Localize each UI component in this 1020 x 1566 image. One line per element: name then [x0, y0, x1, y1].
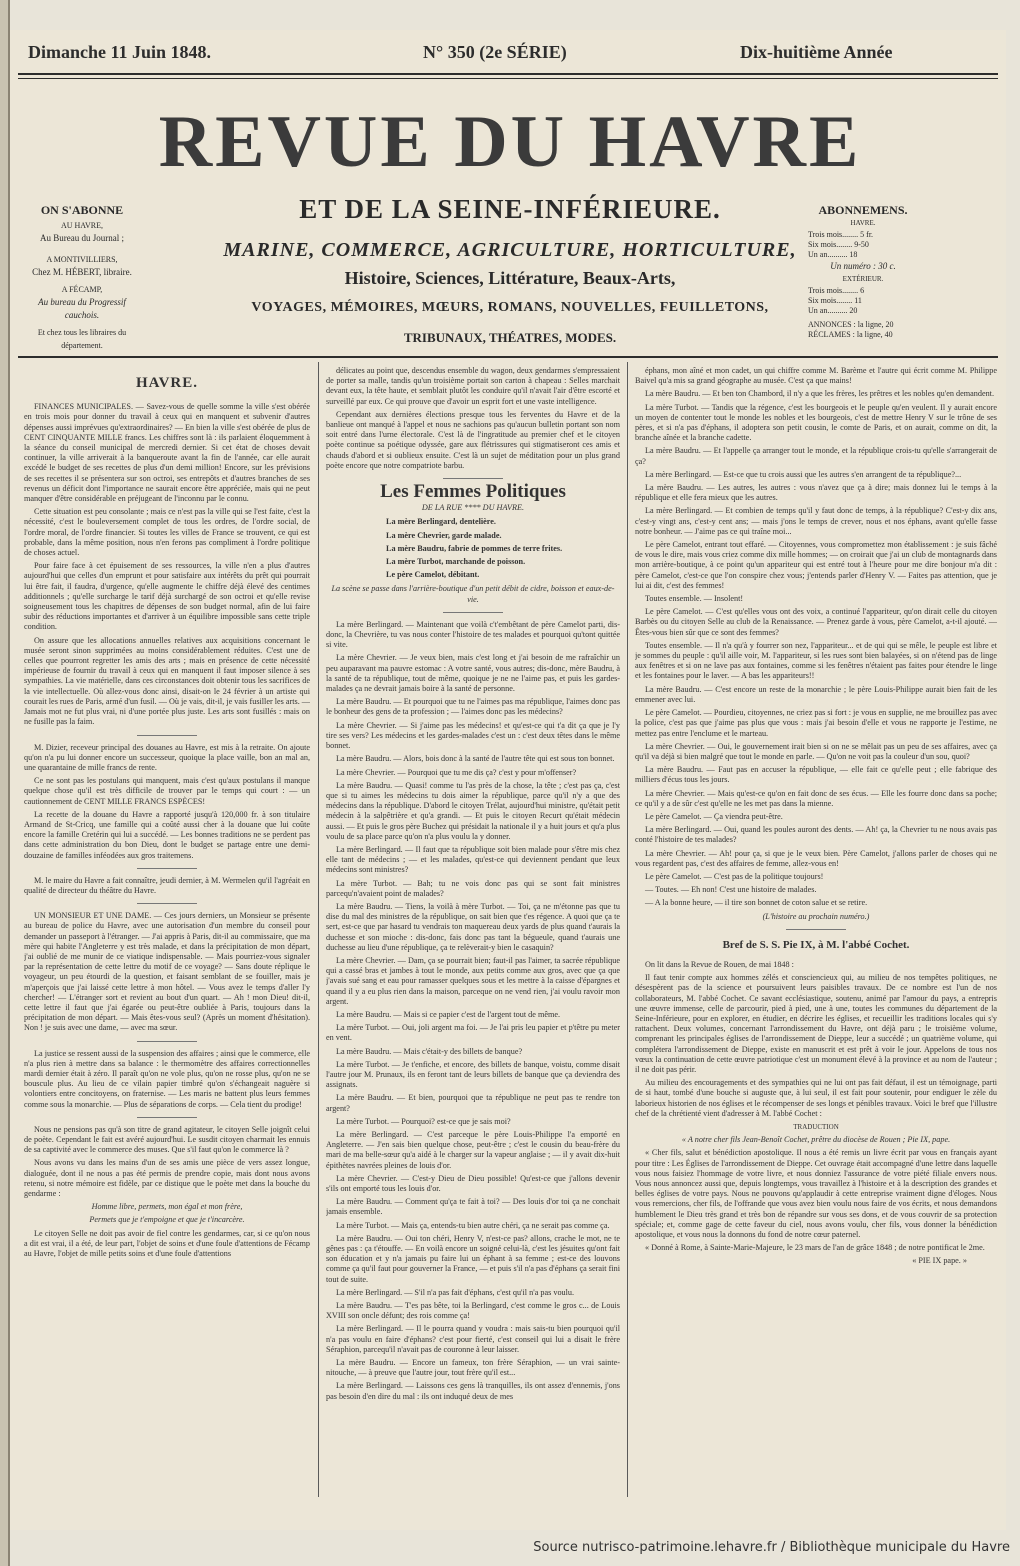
article-paragraph: M. le maire du Havre a fait connaître, jeudi dernier, à M. Wermelen qu'il l'agréait en qualité de directeur du théâtre du Havre. — [24, 875, 310, 895]
rates-havre-label: HAVRE. — [850, 219, 876, 227]
article-paragraph: FINANCES MUNICIPALES. — Savez-vous de quelle somme la ville s'est obérée en trois mois pour donner du travail à ceux qui en manquent et subvenir d'autres dépenses aussi imprévues qu'extraordinaires? — En bien la ville s'est obérée de plus de CENT CINQUANTE MILLE francs. Les chiffres sont là : ils parlaient éloquemment à la séance du conseil municipal de mercredi dernier. Si cet état de choses devait continuer, la ville arriverait à la banqueroute avant la fin de l'année, car elle aurait excédé le budget de ses recettes de plus d'un demi million! Encore, sur les prévisions de ses recettes il se présentera sur son octroi, ses entrepôts et d'autres branches de ses revenus un déficit dont l'importance ne saurait encore être appréciée, mais qui ne peut manquer d'être considérable en préjugeant de l'inconnu par le connu. — [24, 402, 310, 504]
dialogue-line: La mère Chevrier. — Si j'aime pas les médecins! et qu'est-ce qui t'a dit ça que je l'y tire ses vers? Les médecins et les gardes-malades c'est un : c'est deux têtes dans le même bonnet. — [326, 720, 620, 751]
article-paragraph: « Cher fils, salut et bénédiction apostolique. Il nous a été remis un livre écrit par vous en français ayant pour titre : Les Églises de l'arrondissement de Dieppe. Cet ouvrage était accompagné d'une lettre dans laquelle vous nous faisiez l'hommage de votre livre, et nous donniez l'assurance de votre piété filiale envers nous. Vous nous annoncez aussi que, depuis longtemps, vous travaillez à l'histoire et à la description des grandes et belles églises de votre pays. Nous ne pouvons qu'applaudir à cette entreprise vraiment digne d'éloges. Nous vous remercions, cher fils, de l'offrande que vous avez bien voulu nous faire de vos écrits, et nous demandons humblement le Dieu très grand et très bon de répandre sur vous ses dons, et de vous couvrir de sa protection spéciale; et, comme gage de cette faveur du ciel, nous avons voulu, cher fils, vous donner la bénédiction apostolique, et vous nous la donnons du fond de notre cœur paternel. — [635, 1148, 997, 1240]
dialogue-line: La mère Berlingard. — Laissons ces gens là tranquilles, ils ont assez d'ennemis, j'ons pas besoin d'en dire du mal : ils ont induqué deux de mes — [326, 1381, 620, 1401]
dialogue-line: éphans, mon aîné et mon cadet, un qui chiffre comme M. Barème et l'autre qui écrit comme M. Philippe Baivel qu'a mis sa grand géographe au musée. C'est ça que mains! — [635, 366, 997, 386]
dialogue-line: La mère Baudru. — Et ben ton Chambord, il n'y a que les frères, les prêtres et les nobles qu'en demandent. — [645, 389, 994, 399]
issue-year: Dix-huitième Année — [740, 42, 893, 62]
rates-ext-label: EXTÉRIEUR. — [842, 275, 884, 283]
column-rule — [627, 362, 628, 1497]
subscribe-line: Et chez tous les libraires du département. — [37, 328, 127, 350]
dialogue-line: La mère Berlingard. — Est-ce que tu crois aussi que les autres s'en arrangent de ta république?... — [645, 469, 962, 479]
translation-label: TRADUCTION — [793, 1123, 839, 1131]
dialogue-line: La mère Turbot. — Mais ça, entends-tu bien autre chéri, ça ne serait pas comme ça. — [336, 1220, 610, 1230]
header-rule-thin — [18, 78, 998, 79]
dialogue-line: La mère Chevrier. — Ah! pour ça, si que je le veux bien. Père Camelot, j'allons parler de choses qui ne vous regardent pas, c'est des affaires de femme, allez-vous en! — [635, 848, 997, 868]
dialogue-line: La mère Baudru. — Et l'appelle ça arranger tout le monde, et la république crois-tu qu'elle s'arrangerait de ça? — [635, 446, 997, 466]
dialogue-line: La mère Chevrier. — Pourquoi que tu me dis ça? c'est y pour m'offenser? — [336, 767, 577, 777]
separator — [443, 478, 503, 479]
dialogue-line: La mère Berlingard. — Et combien de temps qu'il y faut donc de temps, à la république? C'est-y dix ans, c'est-y vingt ans, c'est-y cent ans; — mais j'ons le temps de crever, nous et nos éphans, avant qu'elle fasse notre bonheur. — J'aime pas ce qui traîne moi... — [635, 506, 997, 536]
dialogue-line: Le père Camelot. — Ça viendra peut-être. — [645, 811, 783, 821]
dialogue-line: La mère Chevrier. — Oui, le gouvernement irait bien si on ne se mêlait pas un peu de ses affaires, avec ça qu'il va déjà si bien malgré que tout le monde en parle. — Qu'on ne voit pas la couleur d'un sou, quoi? — [635, 741, 997, 761]
brief-address: « A notre cher fils Jean-Benoît Cochet, prêtre du diocèse de Rouen ; Pie IX, pape. — [681, 1135, 951, 1145]
separator — [137, 868, 197, 869]
subscribe-right — [808, 204, 918, 340]
dialogue-line: Le père Camelot. — C'est qu'elles vous ont des voix, a continué l'appariteur, qu'on dirait celle du citoyen Barbès ou du citoyen Selle au club de la Renaissance. — Prenez garde à vous, père Camelot, a-t-il ajouté. — Êtes-vous bien sûr que ce sont des femmes? — [635, 607, 997, 637]
rate-line: Six mois........ 11 — [808, 296, 862, 305]
article-paragraph: On assure que les allocations annuelles relatives aux acquisitions concernant le musée seront sinon supprimées au moins considérablement réduites. C'est une de celles que pourront regretter les amis des arts ; mais en présence de cette nécessité impérieuse de fournir du travail à ceux qui en manquent il faut imposer silence à ses sympathies. La vie matérielle, dans ces circonstances doit obtenir tous les sacrifices de la vie intellectuelle. Où allez-vous donc ainsi, disait-on le 24 février à un artiste qui courait les rues de Paris, armé d'un fusil. — Où je vais, dit-il, je vais fusiller les arts. — Jamais mot ne fut plus vrai, ni d'une portée plus juste. Les arts sont fusillés : mais on ne fusille pas la faim. — [24, 635, 310, 727]
dialogue-line: La mère Baudru. — Comment qu'ça te fait à toi? — Des louis d'or toi ça ne conchait jamais ensemble. — [326, 1197, 620, 1217]
dialogue-line: La mère Berlingard. — C'est parceque le père Louis-Philippe l'a emporté en Angleterre. — J'en sais bien quelque chose, peut-être ; c'est le cousin du beau-frère du mari de ma belle-sœur qu'a aidé à le charger sur la vapeur anglaise ; — il y avait dix-huit épithètes navrées pleines de louis d'or. — [326, 1130, 620, 1170]
dialogue-line: La mère Turbot. — Oui, joli argent ma foi. — Je l'ai pris leu papier et p'têtre pu meter en vent. — [326, 1023, 620, 1043]
dateline — [10, 40, 1006, 70]
subscribe-left-title: ON S'ABONNE — [40, 203, 124, 217]
verse-line: Permets que je t'empoigne et que je t'incarcère. — [89, 1215, 245, 1225]
signature: « PIE IX pape. » — [912, 1256, 967, 1266]
ads-rate: ANNONCES : la ligne, 20 — [808, 320, 894, 329]
subscribe-line: AU HAVRE, — [60, 221, 104, 230]
column-2 — [326, 366, 620, 1498]
article-paragraph: On lit dans la Revue de Rouen, de mai 1848 : — [645, 959, 794, 969]
masthead-title: REVUE DU HAVRE — [158, 101, 862, 183]
article-paragraph: délicates au point que, descendus ensemble du wagon, deux gendarmes s'empressaient de porter sa malle, tandis qu'un troisième portait son carton à chapeau : Selles marchait devant eux, la tête haute, et semblait plutôt les conduire qu'il n'avait l'air d'être escorté et surveillé par eux. Ce qui prouve que d'avoir un esprit fort et une vaste intelligence. — [326, 366, 620, 406]
article-paragraph: La recette de la douane du Havre a rapporté jusqu'à 120,000 fr. à son titulaire Armand de St-Cricq, une famille qui a coûté aussi cher à la douane que lui coûte encore la famille Cretérin qui lui a succédé. — Les bonnes traditions ne se perdent pas dans cette administration du bon Dieu, dont le budget se partage entre une demi-douzaine de familles inféodées aux gros traitemens. — [24, 809, 310, 860]
article-paragraph: Nous avons vu dans les mains d'un de ses amis une pièce de vers assez longue, dialoguée, dont il ne nous a pas été permis de prendre copie, mais dont nous avons retenu, si notre mémoire est fidèle, par ce distique que le poète met dans la bouche du gendarme : — [24, 1158, 310, 1199]
article-paragraph: Il faut tenir compte aux hommes zélés et consciencieux qui, au milieu de nos tempêtes politiques, ne désespèrent pas de la science et poursuivent leurs paisibles travaux. De ce nombre est l'un de nos collaborateurs, M. l'abbé Cochet. Ce savant ecclésiastique, soutenu, animé par l'amour du pays, a entrepris une œuvre immense, celle de parcourir, pied à pied, une à une, toutes les communes du département de la Seine-Inférieure, pour en explorer, en étudier, en décrire les églises, et recueillir les traditions locales qui s'y rattachent. Deux volumes, concernant l'arrondissement du Havre, ont déjà paru ; le troisième volume, comprenant les principales églises de l'arrondissement de Dieppe, leur a succédé ; un quatrième volume, qui complétera l'arrondissement de Dieppe, existe en manuscrit et est prêt à voir le jour. Appelons de tous nos vœux la continuation de cette œuvre patriotique c'est un monument élevé à la province et au nom de l'auteur ; il ne doit pas périr. — [635, 973, 997, 1074]
dialogue-line: La mère Berlingard. — Maintenant que voilà c't'embêtant de père Camelot parti, dis-donc, la Chevrière, tu vas nous conter l'histoire de tes malades et pourquoi qu'tont quittée si vite. — [326, 619, 620, 650]
issue-date: Dimanche 11 Juin 1848. — [28, 42, 212, 62]
dialogue-line: La mère Chevrier. — Dam, ça se pourrait bien; faut-il pas l'aimer, ta sacrée république qui a cassé bras et jambes à tout le monde, aux petits comme aux gros, avec que ça que j'avais sué sang et eau pour ramasser quelques sous et les mettre à la caisse d'épargnes et quand il y a eu plus rien dans la maison, parceque on ne vend rien, j'ai voulu ravoir mon argent. — [326, 955, 620, 1006]
section-heading: HAVRE. — [136, 375, 198, 391]
dialogue-line: La mère Turbot. — Bah; tu ne vois donc pas qui se sont fait ministres parcequ'n'avaient point de malades? — [326, 878, 620, 898]
binding-gutter — [0, 0, 10, 1566]
rate-line: Six mois........ 9-50 — [808, 240, 869, 249]
dialogue-line: La mère Berlingard. — S'il n'a pas fait d'éphans, c'est qu'il n'a pas voulu. — [336, 1287, 575, 1297]
separator — [137, 1041, 197, 1042]
separator — [137, 735, 197, 736]
column-1 — [24, 366, 310, 1498]
cast-member: La mère Baudru, fabrie de pommes de terre frites. — [386, 543, 563, 553]
dialogue-line: La mère Chevrier. — Je veux bien, mais c'est long et j'ai besoin de me rafraîchir un peu auparavant ma pauvre estomac : A votre santé, vous autres; dis-donc, mère Baudru, à la santé de ta république, tout de même, quoique je ne ne l'aime pas, et puis les gardes-malades ça ne devrait jamais boire à la santé de personne. — [326, 653, 620, 694]
dialogue-line: La mère Chevrier. — Mais qu'est-ce qu'on en fait donc de ses écus. — Elle les fourre donc dans sa poche; ce qu'il y a de sûr c'est qu'elle ne les met pas dans la mienne. — [635, 788, 997, 808]
feuilleton-title: Les Femmes Politiques — [380, 481, 566, 503]
cast-member: Le père Camelot, débitant. — [386, 570, 480, 580]
rates-title: ABONNEMENS. — [818, 203, 908, 217]
dialogue-line: Le père Camelot, entrant tout effaré. — Citoyennes, vous compromettez mon établissement : je suis fâché de vous le dire, mais vous criez comme dix mille hommes; — on croirait que j'ai un club de montagnards dans mon arrière-boutique, à ce point qu'un appariteur qui est entré tout à l'heure pour me dire bonjour m'a dit : père Camelot, c'est-ce que l'on conspire chez vous; j'entends parler d'Henry V. — Faites pas attention, que je lui ai dit, c'est des femmes! — [635, 540, 997, 590]
rubric-line-2: Histoire, Sciences, Littérature, Beaux-Arts, — [344, 268, 676, 288]
feuilleton-subtitle: DE LA RUE **** DU HAVRE. — [421, 503, 525, 513]
dialogue-line: La mère Baudru. — Et pourquoi que tu ne l'aimes pas ma république, l'aimes donc pas le bonheur des gens de ta profession ; — l'aimes donc pas les médecins? — [326, 697, 620, 717]
dialogue-line: La mère Berlingard. — Il faut que ta république soit bien malade pour s'être mis chez elle tant de médecins ; — et les malades, qu'est-ce qui deviennent pendant que leux médecins sont ministres? — [326, 844, 620, 875]
subscribe-left — [22, 204, 142, 352]
dialogue-line: — Toutes. — Eh non! C'est une histoire de malades. — [645, 885, 817, 895]
dialogue-line: Le père Camelot. — Pourdieu, citoyennes, ne criez pas si fort : je vous en supplie, ne me brouillez pas avec la police, c'est pas que j'aime pas plus que vous : mais j'ai besoin d'elle et vous ne rapporte je l'estime, ne mettez pas entre l'enclume et le marteau. — [635, 708, 997, 738]
column-rule — [318, 362, 319, 1497]
separator — [443, 612, 503, 613]
dialogue-line: La mère Baudru. — Tiens, la voilà à mère Turbot. — Toi, ça ne m'étonne pas que tu dise du mal des ministres de la république, on sait bien que t'es régence. A quoi que ça te sert, est-ce que par hasard tu vendrais ton maquereau deux yards de plus quand t'aurais la duchesse et son mioche : dis-donc, fais donc pas tant la bégueule, quand t'aurais une duchesse au lieu d'une république, ça te relèverait-y bien le casaquin? — [326, 901, 620, 952]
dialogue-line: La mère Baudru. — Et bien, pourquoi que ta république ne peut pas te rendre ton argent? — [326, 1093, 620, 1113]
separator — [137, 903, 197, 904]
separator — [137, 1117, 197, 1118]
cast-member: La mère Berlingard, dentelière. — [386, 517, 496, 527]
subscribe-line: A MONTIVILLIERS, — [46, 255, 118, 264]
article-paragraph: M. Dizier, receveur principal des douanes au Havre, est mis à la retraite. On ajoute qu'on n'a pu lui donner encore un successeur, quoique la place vaille, bon an mal an, une quarantaine de mille francs de rente. — [24, 742, 310, 772]
header-rule-top — [18, 73, 998, 75]
separator — [786, 929, 846, 930]
article-paragraph: « Donné à Rome, à Sainte-Marie-Majeure, le 23 mars de l'an de grâce 1848 ; de notre pontificat le 2me. — [645, 1243, 985, 1253]
subscribe-line: Au bureau du Progressif cauchois. — [38, 297, 126, 320]
rubric-line-3: VOYAGES, MÉMOIRES, MŒURS, ROMANS, NOUVELLES, FEUILLETONS, — [251, 300, 769, 315]
dialogue-line: La mère Turbot. — Tandis que la régence, c'est les bourgeois et le peuple qu'en veulent. Il y aurait encore un moyen de contenter tout le monde les nobles et les bourgeois, c'est de mettre Henry V sur le trône de ses pères, et si n'a pas d'éphans, il adoptera son petit cousin, le comte de Paris, et on aurait, comme on dit, la branche aînée et la branche cadette. — [635, 402, 997, 443]
rate-line: Un an.......... 18 — [808, 250, 858, 259]
dialogue-line: Toutes ensemble. — Insolent! — [645, 594, 744, 604]
dialogue-line: — A la bonne heure, — il tire son bonnet de coton salue et se retire. — [645, 898, 868, 908]
source-attribution: Source nutrisco-patrimoine.lehavre.fr / Bibliothèque municipale du Havre — [533, 1540, 1010, 1555]
article-paragraph: Le citoyen Selle ne doit pas avoir de fiel contre les gendarmes, car, si ce qu'on nous a dit est vrai, il a été, de leur part, l'objet de soins et d'une foule d'attentions de Fécamp au Havre, l'objet de mille petits soins et d'une foule d'attentions — [24, 1228, 310, 1259]
dialogue-line: La mère Berlingard. — Oui, quand les poules auront des dents. — Ah! ça, la Chevrier tu ne nous avais pas conté l'histoire de tes malades? — [635, 825, 997, 845]
header-rule-bottom — [18, 356, 998, 358]
dialogue-line: Toutes ensemble. — Il n'a qu'à y fourrer son nez, l'appariteur... et de qui qui se mêle, le peuple est libre et je sommes du peuple : qu'il aille voir, M. l'appariteur, si les rues sont bien balayées, si on n'étend pas de linge aux fenêtres et si on ne lave pas aux fontaines, comme si les fenêtres n'étaient pas faites pour étendre le linge et les fontaines pour le laver. — A bas les appariteurs!! — [635, 640, 997, 681]
stage-direction: La scène se passe dans l'arrière-boutique d'un petit débit de cidre, boisson et eaux-de-vie. — [331, 584, 615, 604]
rate-line: Trois mois........ 6 — [808, 286, 865, 295]
article-paragraph: Pour faire face à cet épuisement de ses ressources, la ville n'en a plus d'autres aujourd'hui que celles d'un emprunt et pour satisfaire aux intérêts du prêt qui pourrait lui être fait, il faudra, d'urgence, qu'elle augmente le chiffre déjà élevé des centimes additionnels ; qu'elle surcharge le tarif déjà surchargé de son octroi et qu'elle revise soigneusement tous les chapitres de dépenses de son budget normal, afin de lui faire subir des réductions importantes et d'arriver à un équilibre impossible sans cette triple condition. — [24, 561, 310, 632]
verse-line: Homme libre, permets, mon égal et mon frère, — [91, 1202, 243, 1212]
dialogue-line: La mère Baudru. — Quasi! comme tu l'as près de la chose, la tête ; c'est pas ça, c'est que si tu aimes les médecins tu dois aimer la république, parce qu'il n'y a que des médecins dans la république. D'abord le citoyen Trélat, aujourd'hui ministre, qu'était petit médecin à la salpêtrière et qu'a grandi. — Et puis le citoyen Recurt qu'était médecin aussi. — Et puis le gros père Buchez qui présidait la nationale il y a huit jours et qu'a plus voulu de sa place parce qu'on n'a plus voulu la y donner. — [326, 780, 620, 841]
rate-line: Trois mois........ 5 fr. — [808, 230, 874, 239]
dialogue-line: La mère Baudru. — Mais si ce papier c'est de l'argent tout de même. — [336, 1009, 561, 1019]
article-paragraph: Cette situation est peu consolante ; mais ce n'est pas la ville qui se l'est faite, c'est la nécessité, c'est le bouleversement complet de tous les ordres, de l'ordre social, de l'ordre moral, de l'ordre financier. Si toutes les villes de France se trouvent, ce qui est probable, dans la même position, nous n'en ferons pas compliment à l'ordre politique de choses actuel. — [24, 507, 310, 558]
dialogue-line: La mère Turbot. — Pourquoi? est-ce que je sais moi? — [336, 1116, 511, 1126]
dialogue-line: La mère Baudru. — Alors, bois donc à la santé de l'autre tête qui est sous ton bonnet. — [336, 754, 615, 764]
ads-rate: RÉCLAMES : la ligne, 40 — [808, 330, 893, 339]
dialogue-line: La mère Baudru. — C'est encore un reste de la monarchie ; le père Louis-Philippe aurait bien fait de les emmener avec lui. — [635, 684, 997, 704]
cast-member: La mère Turbot, marchande de poisson. — [386, 557, 526, 567]
cast-list — [326, 517, 620, 580]
rubric-line-4: TRIBUNAUX, THÉATRES, MODES. — [403, 330, 617, 345]
dialogue-line: Le père Camelot. — C'est pas de la politique toujours! — [645, 871, 824, 881]
article-paragraph: UN MONSIEUR ET UNE DAME. — Ces jours derniers, un Monsieur se présente au bureau de police du Havre, avec une autorisation d'un membre du conseil pour demander un passeport à l'étranger. — J'ai appris à Paris, dit-il au commissaire, que ma mère qui habite l'Angleterre y est très malade, et dans la précipitation de mon départ, j'ai oublié de me munir de ce viatique indispensable. — Mais pourriez-vous signaler par la représentation de cette lettre du motif de ce voyage? — Sans doute réplique le voyageur, un peu étourdi de la question, et faisant semblant de se fouiller, mais je m'aperçois que j'ai laissé cette lettre à mon hôtel. — Vous avez le temps d'aller l'y chercher! — L'étranger sort et revient au bout d'un quart. — Ah ! mon Dieu! dit-il, cette lettre il faut que j'ai égarée ou peut-être oubliée à Paris, toujours dans la précipitation de mon départ. — Mais êtes-vous seul? (Après un moment d'hésitation). Non ! je suis avec une dame, — avec ma sœur. — [24, 911, 310, 1033]
article-paragraph: Ce ne sont pas les postulans qui manquent, mais c'est qu'aux postulans il manque quelque chose qu'il est très difficile de trouver par le temps qui court : — un cautionnement de CENT MILLE FRANCS ESPÈCES! — [24, 776, 310, 806]
dialogue-line: La mère Baudru. — T'es pas bête, toi la Berlingard, c'est comme le gros c... de Louis XVIII son oncle défunt; des rois comme ça! — [326, 1301, 620, 1321]
dialogue-line: La mère Baudru. — Encore un fameux, ton frère Séraphion, — un vrai sainte-nitouche, — à preuve que l'autre jour, tout frère qu'il est... — [326, 1358, 620, 1378]
single-issue-price: Un numéro : 30 c. — [830, 261, 896, 271]
subscribe-line: A FÉCAMP, — [61, 285, 103, 294]
article-paragraph: Au milieu des encouragements et des sympathies qui ne lui ont pas fait défaut, il est un témoignage, parti de si haut, tombé d'une bouche si auguste que, à lui seul, il est fait pour soutenir, pour endiguer le zèle du laborieux historien de nos églises et le récompenser de ses longs et pénibles travaux. Voici le bref que l'illustre chef de la chrétienté vient d'adresser à M. l'abbé Cochet : — [635, 1078, 997, 1118]
article-paragraph: Cependant aux dernières élections presque tous les ferventes du Havre et de la banlieue ont manqué à l'appel et nous ne sachions pas qu'aucun bulletin portant son nom soit entré dans l'urne électorale. C'est là de l'ingratitude au premier chef et le citoyen poète continue sa poétique odyssée, gare aux flétrissures qui stigmatiseront ces amis et chauds d'abord et si oublieux ensuite. C'est là un sujet de méditation pour un plus grand poète encore que notre compatriote barbu. — [326, 409, 620, 470]
dialogue-line: La mère Baudru. — Oui ton chéri, Henry V, n'est-ce pas? allons, crache le mot, ne te gênes pas : ça t'étouffe. — En voilà encore un soigné celui-là, c'est les jésuites qu'ont fait son éducation et y n'a jamais pu faire lui un éphant à sa femme ; est-ce des louvons comme ça qu'il faut pour gouverner la France, — et puis s'il n'a pas d'éphans ça serait fini tout de suite. — [326, 1233, 620, 1284]
dialogue-line: La mère Baudru. — Mais c'était-y des billets de banque? — [336, 1046, 523, 1056]
article-heading: Bref de S. S. Pie IX, à M. l'abbé Cochet. — [722, 938, 910, 951]
dialogue-line: La mère Baudru. — Faut pas en accuser la république, — elle fait ce qu'elle peut ; elle fabrique des milliers d'écus tous les jours. — [635, 765, 997, 785]
cast-member: La mère Chevrier, garde malade. — [386, 530, 502, 540]
rubric-line-1: MARINE, COMMERCE, AGRICULTURE, HORTICULTURE, — [223, 239, 797, 261]
masthead-subtitle: ET DE LA SEINE-INFÉRIEURE. — [299, 194, 721, 224]
rate-line: Un an.......... 20 — [808, 306, 858, 315]
article-paragraph: La justice se ressent aussi de la suspension des affaires ; ainsi que le commerce, elle n'a plus rien à mettre dans sa balance : le thermomètre des affaires correctionnelles mardi dernier était à zéro. Il paraît qu'on ne vole plus, qu'on ne rosse plus, qu'on ne se bouscule plus. Au lieu de ce vilain papier timbré qu'on s'échangeait naguère si volontiers entre concitoyens, on fraternise. — Les maris ne battent plus leurs femmes comme sous la monarchie. — Plus de séparations de corps. — Cela tient du prodige! — [24, 1048, 310, 1109]
subscribe-line: Chez M. HÉBERT, libraire. — [32, 267, 132, 277]
dialogue-line: La mère Berlingard. — Il le pourra quand y voudra : mais sais-tu bien pourquoi qu'il n'a pas voulu en faire d'éphans? c'est pour fierté, c'est conseil qui lui a disait le frère Séraphion, parcequ'il n'avait pas de couronne à leur laisser. — [326, 1324, 620, 1354]
to-be-continued: (L'histoire au prochain numéro.) — [762, 911, 870, 921]
dialogue-line: La mère Baudru. — Les autres, les autres : vous n'avez que ça à dire; mais donnez lui le temps à la république et elle fera mieux que les autres. — [635, 483, 997, 503]
dialogue-line: La mère Chevrier. — C'est-y Dieu de Dieu possible! Qu'est-ce que j'allons devenir s'ils ont emporté tous les louis d'or. — [326, 1173, 620, 1194]
subscribe-line: Au Bureau du Journal ; — [40, 233, 124, 243]
dialogue-line: La mère Turbot. — Je t'enfiche, et encore, des billets de banque, voistu, comme disait l'autre jour M. Prunaux, ils en feront tant de leurs billets de banque que ça deviendra des assignats. — [326, 1059, 620, 1090]
article-paragraph: Nous ne pensions pas qu'à son titre de grand agitateur, le citoyen Selle joignît celui de poète. Cependant le fait est avéré aujourd'hui. Le susdit citoyen charmait les ennuis de sa captivité avec le commerce des muses. Que s'il faut qu'on le commerce là ? — [24, 1124, 310, 1155]
column-3 — [635, 366, 997, 1498]
issue-number: N° 350 (2e SÉRIE) — [423, 42, 567, 62]
